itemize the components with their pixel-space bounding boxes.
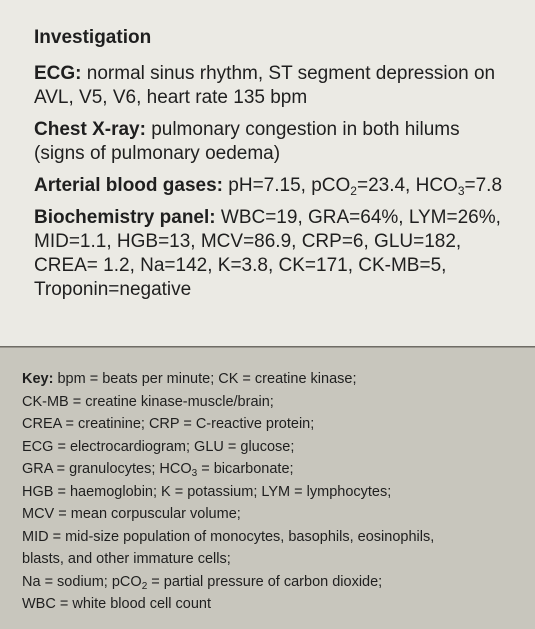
key-line-10 [22,571,517,594]
key-line-2: CK-MB = creatine kinase-muscle/brain; [22,393,274,410]
abg-ph: pH=7.15, pCO [223,175,351,196]
abg-paragraph [34,174,513,198]
key-line-3: CREA = creatinine; CRP = C-reactive protein; [22,416,315,432]
key-line-4: ECG = electrocardiogram; GLU = glucose; [22,438,295,455]
key-text-10b: = partial pressure of carbon dioxide; [147,573,383,590]
biochem-label: Biochemistry panel: [34,207,216,228]
key-panel [0,347,535,629]
key-line-11: WBC = white blood cell count [22,596,211,612]
key-text-5b: = bicarbonate; [197,461,294,477]
key-line-6: HGB = haemoglobin; K = potassium; LYM = lymphocytes; [22,483,392,500]
abg-pco2-sub: 2 [350,184,357,198]
key-sub-5: 3 [191,468,198,479]
key-line-5 [22,458,517,481]
key-line-8: MID = mid-size population of monocytes, basophils, eosinophils, [22,528,435,545]
investigation-heading: Investigation [34,27,152,48]
biochem-paragraph [34,206,513,302]
key-label: Key: [22,371,54,387]
ecg-label: ECG: [34,63,82,84]
chest-xray-text: pulmonary congestion in both hilums (signs of pulmonary oedema) [34,119,460,164]
key-sub-10: 2 [141,580,148,592]
chest-xray-label: Chest X-ray: [34,119,146,140]
ecg-paragraph [34,62,513,110]
key-text-10a: Na = sodium; pCO [22,573,142,590]
key-text-5a: GRA = granulocytes; HCO [22,461,192,477]
key-text-1: bpm = beats per minute; CK = creatine kinase; [53,371,357,387]
ecg-text: normal sinus rhythm, ST segment depression on AVL, V5, V6, heart rate 135 bpm [34,63,496,108]
abg-hco3-sub: 3 [457,184,465,198]
key-line-9: blasts, and other immature cells; [22,551,231,567]
biochem-text: WBC=19, GRA=64%, LYM=26%, MID=1.1, HGB=13, MCV=86.9, CRP=6, GLU=182, CREA= 1.2, Na=142, K=3.8, CK=171, CK-MB=5, Troponin=negative [34,207,501,300]
abg-label: Arterial blood gases: [34,175,223,196]
chest-xray-paragraph [34,118,513,166]
key-line-1 [22,368,517,391]
abg-hco3-value: =7.8 [464,175,503,196]
abg-pco2-value: =23.4, HCO [356,175,458,196]
key-line-7: MCV = mean corpuscular volume; [22,506,241,522]
